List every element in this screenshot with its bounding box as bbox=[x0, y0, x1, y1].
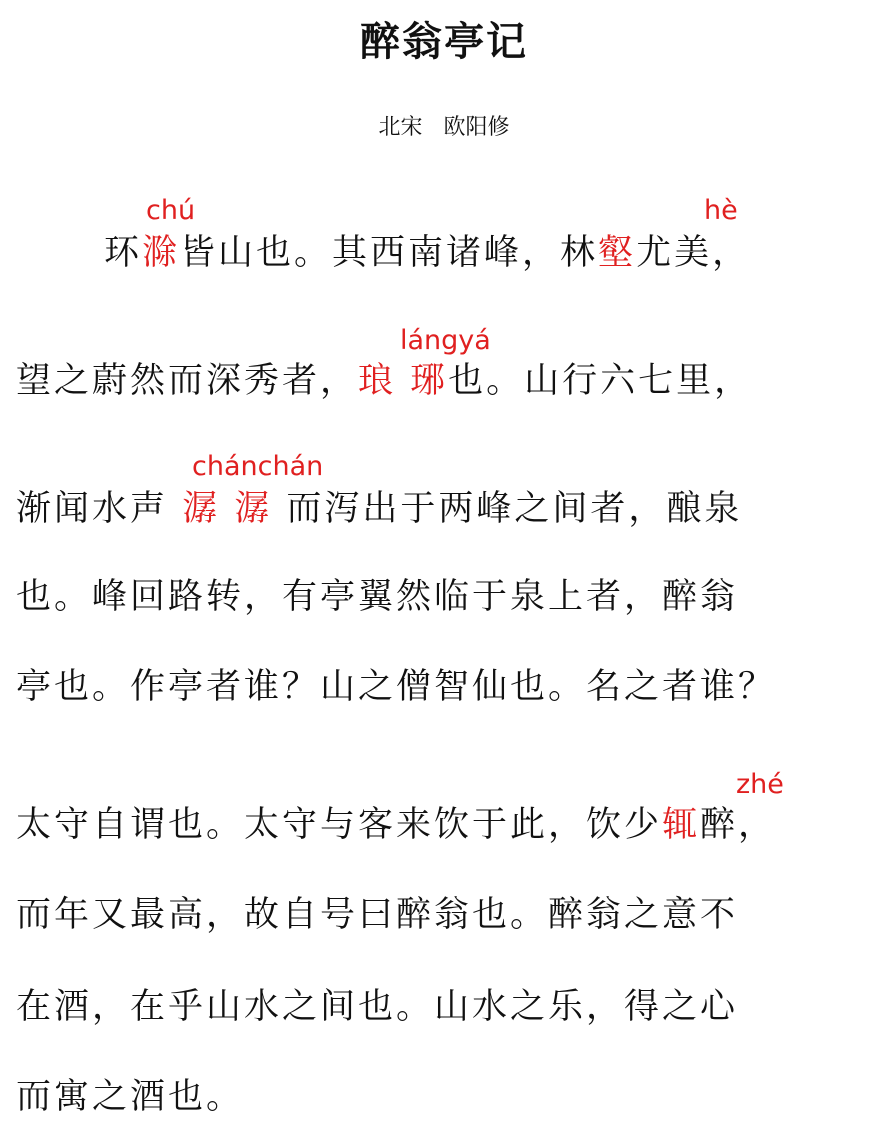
text-line-3 bbox=[16, 484, 876, 544]
text-run: 醉， bbox=[700, 805, 777, 845]
text-line-6 bbox=[16, 800, 876, 860]
annotated-char-he: 壑 bbox=[598, 233, 637, 273]
text-run: 望之蔚然而深秀者， bbox=[16, 361, 359, 401]
pinyin-zhe: zhé bbox=[736, 769, 784, 800]
annotated-chars-langya: 琅 琊 bbox=[358, 361, 449, 401]
text-run: 也。山行六七里， bbox=[448, 361, 753, 401]
pinyin-chu: chú bbox=[146, 195, 196, 226]
annotated-char-chu: 滁 bbox=[142, 233, 181, 273]
text-line-2 bbox=[16, 356, 876, 416]
annotated-chars-chanchan: 潺 潺 bbox=[182, 489, 273, 529]
text-line-1 bbox=[104, 228, 888, 288]
text-run: 太守自谓也。太守与客来饮于此，饮少 bbox=[16, 805, 663, 845]
text-line-4: 也。峰回路转，有亭翼然临于泉上者，醉翁 bbox=[16, 577, 739, 617]
text-run: 尤美， bbox=[636, 233, 751, 273]
annotated-char-zhe: 辄 bbox=[662, 805, 701, 845]
text-line-5: 亭也。作亭者谁？山之僧智仙也。名之者谁？ bbox=[16, 667, 777, 707]
author-line: 北宋 欧阳修 bbox=[378, 115, 510, 140]
pinyin-chanchan: chánchán bbox=[192, 451, 324, 482]
text-run: 渐闻水声 bbox=[16, 489, 183, 529]
text-run: 而泻出于两峰之间者，酿泉 bbox=[272, 489, 743, 529]
text-run: 环 bbox=[104, 233, 143, 273]
text-line-9: 而寓之酒也。 bbox=[16, 1077, 245, 1117]
pinyin-langya: lángyá bbox=[400, 325, 491, 356]
text-line-8: 在酒，在乎山水之间也。山水之乐，得之心 bbox=[16, 987, 739, 1027]
text-run: 皆山也。其西南诸峰，林 bbox=[180, 233, 599, 273]
page-title: 醉翁亭记 bbox=[360, 19, 528, 65]
text-line-7: 而年又最高，故自号曰醉翁也。醉翁之意不 bbox=[16, 895, 739, 935]
pinyin-he: hè bbox=[704, 195, 738, 226]
